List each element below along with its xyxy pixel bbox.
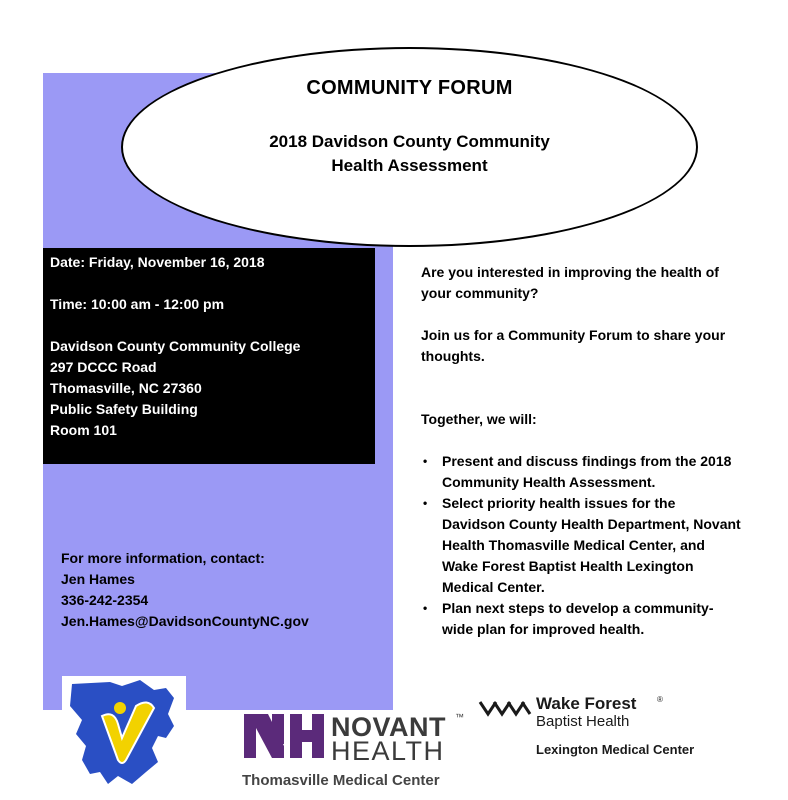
contact-email: Jen.Hames@DavidsonCountyNC.gov xyxy=(61,613,309,629)
contact-phone: 336-242-2354 xyxy=(61,592,149,608)
subtitle-line-2: Health Assessment xyxy=(331,156,488,175)
novant-trademark: ™ xyxy=(455,712,464,722)
list-item: • Plan next steps to develop a community-wide plan for improved health. xyxy=(421,598,741,640)
location-line: Thomasville, NC 27360 xyxy=(50,380,202,396)
question-text: Are you interested in improving the health of your community? xyxy=(421,264,719,301)
list-item: • Select priority health issues for the Davidson County Health Department, Novant Health Thomasville Medical Center, and Wake Forest Baptist Health Lexington Medical Center. xyxy=(421,493,741,598)
location-line: Davidson County Community College xyxy=(50,338,301,354)
baptist-health-wordmark: Baptist Health xyxy=(536,713,630,730)
contact-heading: For more information, contact: xyxy=(61,550,265,566)
thomasville-medical-center-label: Thomasville Medical Center xyxy=(242,772,440,789)
novant-wordmark: NOVANT xyxy=(331,712,446,742)
contact-name: Jen Hames xyxy=(61,571,135,587)
page-subtitle xyxy=(200,130,619,178)
list-item: • Present and discuss findings from the 2018 Community Health Assessment. xyxy=(421,451,741,493)
page-title: COMMUNITY FORUM xyxy=(306,77,513,99)
wake-forest-chevron-icon xyxy=(478,700,534,718)
goals-list xyxy=(421,451,741,640)
subtitle-line-1: 2018 Davidson County Community xyxy=(269,132,550,151)
davidson-county-logo xyxy=(62,676,186,791)
location-line: Public Safety Building xyxy=(50,401,198,417)
wake-forest-registered: ® xyxy=(657,695,663,704)
invite-text: Join us for a Community Forum to share your thoughts. xyxy=(421,327,726,364)
lexington-medical-center-label: Lexington Medical Center xyxy=(536,742,695,757)
event-details-box xyxy=(43,248,375,464)
location-line: 297 DCCC Road xyxy=(50,359,157,375)
event-time: Time: 10:00 am - 12:00 pm xyxy=(50,296,225,312)
county-map-icon xyxy=(62,676,186,791)
event-date: Date: Friday, November 16, 2018 xyxy=(50,254,265,270)
health-wordmark: HEALTH xyxy=(331,736,445,766)
forum-description xyxy=(421,262,741,640)
location-line: Room 101 xyxy=(50,422,117,438)
contact-info xyxy=(61,548,381,632)
together-heading: Together, we will: xyxy=(421,411,537,427)
wake-forest-wordmark: Wake Forest xyxy=(536,694,637,713)
novant-nh-icon xyxy=(244,712,326,762)
